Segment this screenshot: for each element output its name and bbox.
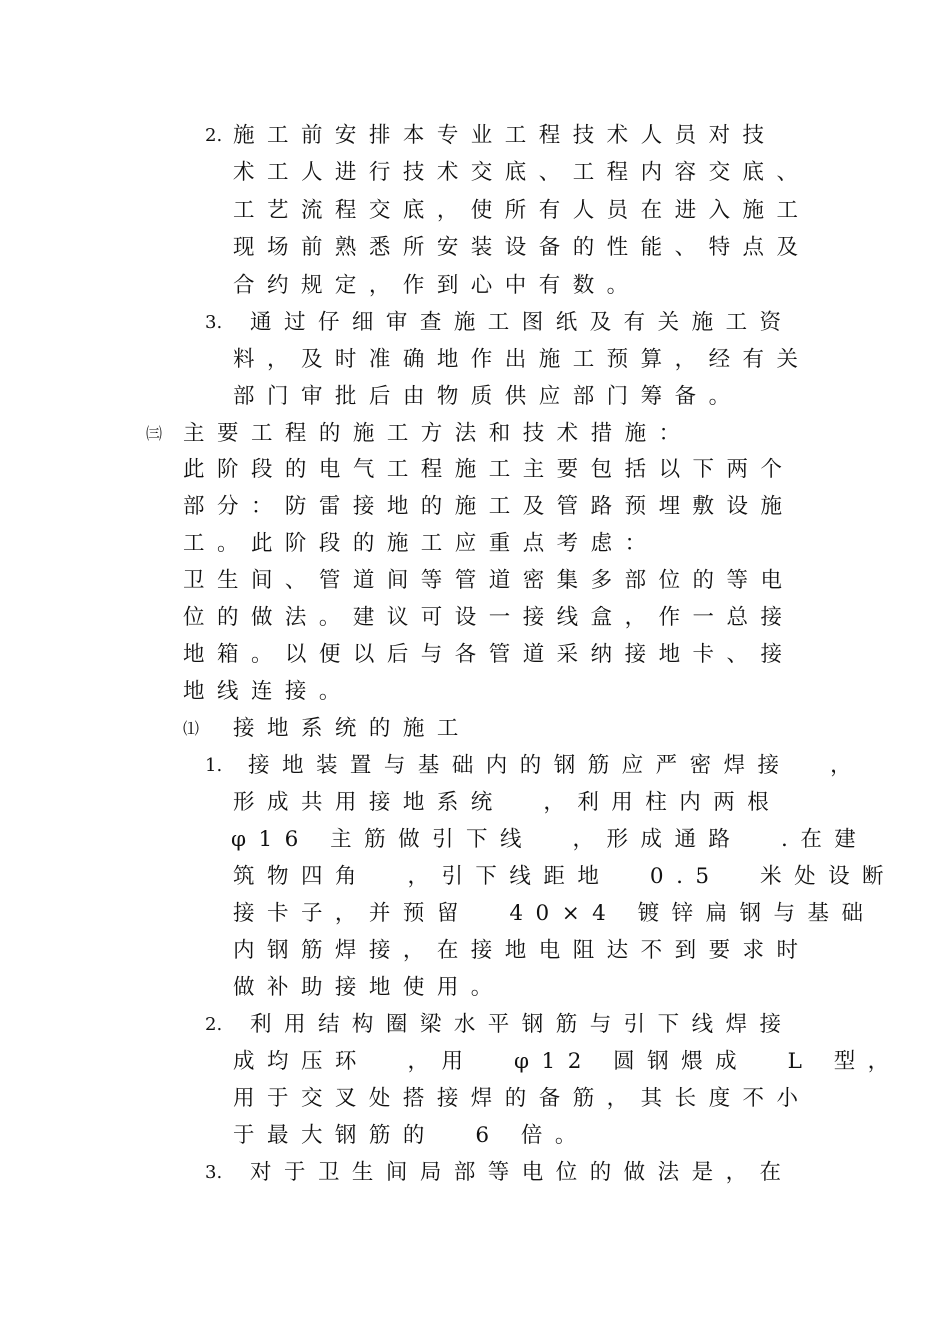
list-item-text-line: 现场前熟悉所安装设备的性能、特点及 bbox=[233, 235, 811, 260]
list-marker: 3. bbox=[205, 312, 223, 333]
list-item-text-line: 术工人进行技术交底、工程内容交底、 bbox=[233, 160, 811, 185]
list-marker: 3. bbox=[205, 1162, 223, 1183]
list-item-text-line: 工艺流程交底，使所有人员在进入施工 bbox=[233, 198, 811, 223]
list-marker: 1. bbox=[205, 755, 223, 776]
paragraph-line: 部分：防雷接地的施工及管路预埋敷设施 bbox=[183, 494, 795, 519]
list-item-text-line: 成均压环 ，用 φ12 圆钢煨成 L 型， bbox=[233, 1049, 902, 1074]
list-item-text-line: 通过仔细审查施工图纸及有关施工资 bbox=[250, 310, 794, 335]
list-item-text-line: 内钢筋焊接，在接地电阻达不到要求时 bbox=[233, 938, 811, 963]
list-marker: 2. bbox=[205, 125, 223, 146]
subsection-heading: 接地系统的施工 bbox=[233, 716, 471, 741]
list-item-text-line: 利用结构圈梁水平钢筋与引下线焊接 bbox=[250, 1012, 794, 1037]
subsection-marker: ⑴ bbox=[183, 719, 200, 738]
paragraph-line: 地箱。以便以后与各管道采纳接地卡、接 bbox=[183, 642, 795, 667]
list-item-text-line: 部门审批后由物质供应部门筹备。 bbox=[233, 384, 743, 409]
paragraph-line: 位的做法。建议可设一接线盒，作一总接 bbox=[183, 605, 795, 630]
section-marker: ㈢ bbox=[146, 424, 163, 443]
list-item-text-line: 接地装置与基础内的钢筋应严密焊接 ， bbox=[248, 753, 865, 778]
list-item-text-line: 用于交叉处搭接焊的备筋，其长度不小 bbox=[233, 1086, 811, 1111]
list-item-text-line: 对于卫生间局部等电位的做法是，在 bbox=[250, 1160, 794, 1185]
list-item-text-line: 接卡子，并预留 40×4 镀锌扁钢与基础 bbox=[233, 901, 876, 926]
paragraph-line: 地线连接。 bbox=[183, 679, 353, 704]
list-item-text-line: 筑物四角 ，引下线距地 0.5 米处设断 bbox=[233, 864, 897, 889]
paragraph-line: 此阶段的电气工程施工主要包括以下两个 bbox=[183, 457, 795, 482]
list-item-text-line: 料，及时准确地作出施工预算，经有关 bbox=[233, 347, 811, 372]
paragraph-line: 工。此阶段的施工应重点考虑： bbox=[183, 531, 659, 556]
list-item-text-line: 做补助接地使用。 bbox=[233, 975, 505, 1000]
list-item-text-line: 于最大钢筋的 6 倍。 bbox=[233, 1123, 589, 1148]
list-item-text-line: φ16 主筋做引下线 ，形成通路 .在建 bbox=[231, 827, 869, 852]
list-marker: 2. bbox=[205, 1014, 223, 1035]
paragraph-line: 卫生间、管道间等管道密集多部位的等电 bbox=[183, 568, 795, 593]
section-heading: 主要工程的施工方法和技术措施： bbox=[183, 421, 693, 446]
list-item-text-line: 形成共用接地系统 ，利用柱内两根 bbox=[233, 790, 782, 815]
list-item-text-line: 施工前安排本专业工程技术人员对技 bbox=[233, 123, 777, 148]
list-item-text-line: 合约规定，作到心中有数。 bbox=[233, 273, 641, 298]
